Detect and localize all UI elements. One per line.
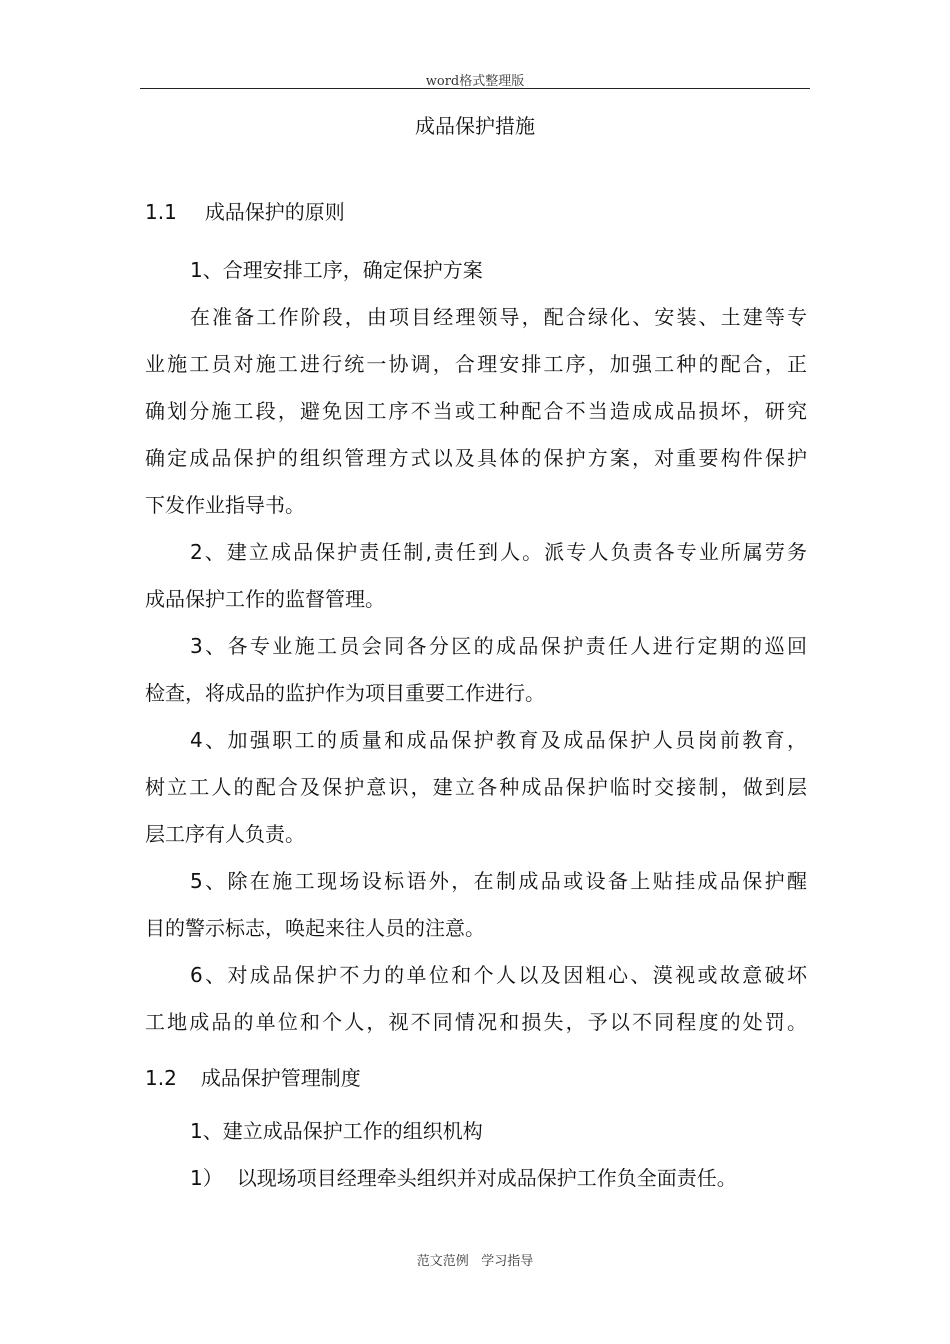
document-title: 成品保护措施	[415, 114, 535, 138]
paragraph-line: 成品保护工作的监督管理。	[145, 587, 385, 611]
sub-item-number: 1）	[190, 1166, 223, 1190]
item-title: 1、合理安排工序，确定保护方案	[190, 258, 483, 282]
sub-item	[190, 1162, 737, 1191]
section-number: 1.2	[145, 1066, 177, 1090]
paragraph-line: 6、对成品保护不力的单位和个人以及因粗心、漠视或故意破坏	[190, 963, 807, 987]
sub-item-text: 以现场项目经理牵头组织并对成品保护工作负全面责任。	[236, 1166, 737, 1190]
section-number: 1.1	[145, 200, 177, 224]
paragraph-line: 业施工员对施工进行统一协调，合理安排工序，加强工种的配合，正	[145, 352, 807, 376]
paragraph-line: 检查，将成品的监护作为项目重要工作进行。	[145, 681, 545, 705]
paragraph-line: 在准备工作阶段，由项目经理领导，配合绿化、安装、土建等专	[190, 305, 807, 329]
item-title: 1、建立成品保护工作的组织机构	[190, 1119, 483, 1143]
paragraph-line: 下发作业指导书。	[145, 493, 305, 517]
section-heading	[145, 1062, 361, 1091]
paragraph-line: 工地成品的单位和个人，视不同情况和损失，予以不同程度的处罚。	[145, 1010, 807, 1034]
paragraph-line: 3、各专业施工员会同各分区的成品保护责任人进行定期的巡回	[190, 634, 807, 658]
paragraph-line: 5、除在施工现场设标语外，在制成品或设备上贴挂成品保护醒	[190, 869, 807, 893]
section-heading	[145, 196, 345, 225]
paragraph-line: 确划分施工段，避免因工序不当或工种配合不当造成成品损坏，研究	[145, 399, 807, 423]
paragraph-line: 层工序有人负责。	[145, 822, 305, 846]
paragraph-line: 树立工人的配合及保护意识，建立各种成品保护临时交接制，做到层	[145, 775, 807, 799]
paragraph-line: 2、建立成品保护责任制,责任到人。派专人负责各专业所属劳务	[190, 540, 807, 564]
page-header: word格式整理版	[425, 74, 525, 89]
paragraph-line: 确定成品保护的组织管理方式以及具体的保护方案，对重要构件保护	[145, 446, 807, 470]
page-footer: 范文范例 学习指导	[416, 1254, 534, 1269]
section-title: 成品保护管理制度	[200, 1066, 361, 1090]
section-title: 成品保护的原则	[204, 200, 345, 224]
paragraph-line: 4、加强职工的质量和成品保护教育及成品保护人员岗前教育，	[190, 728, 807, 752]
header-divider	[140, 88, 810, 89]
paragraph-line: 目的警示标志，唤起来往人员的注意。	[145, 916, 485, 940]
